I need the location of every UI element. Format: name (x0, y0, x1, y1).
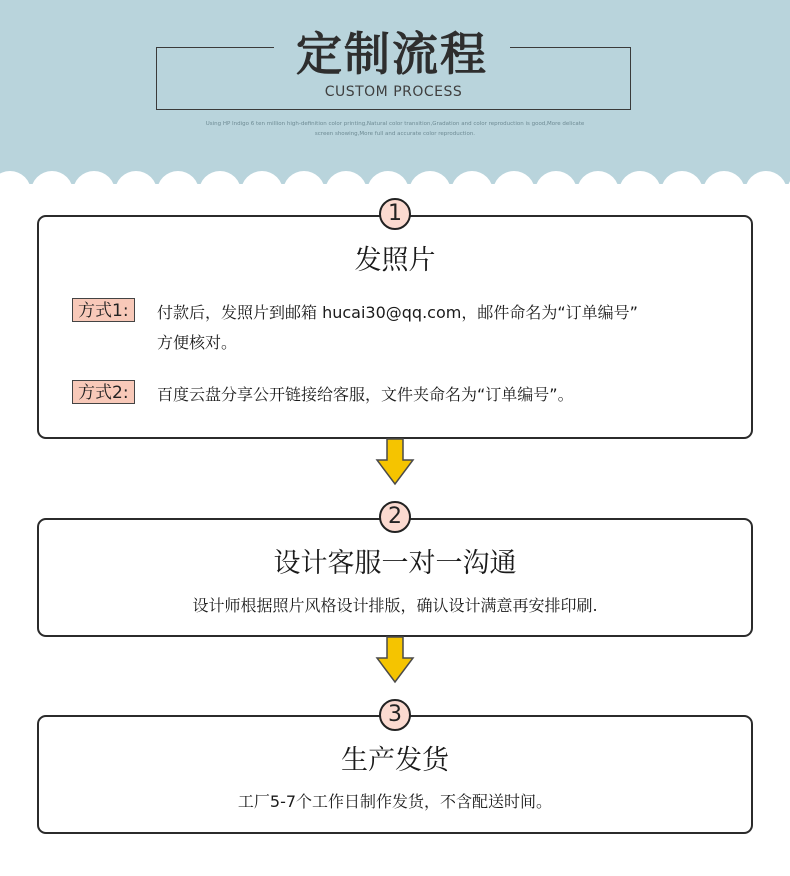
step-3-description: 工厂5-7个工作日制作发货，不含配送时间。 (237, 792, 553, 811)
method-1-tag: 方式1: (72, 298, 135, 322)
method-1-text-line2: 方便核对。 (157, 333, 238, 352)
header-description-line1: Using HP Indigo 6 ten million high-definition color printing,Natural color transition,Gradation and color reproduction is good,More delicate (205, 121, 585, 127)
scalloped-edge (0, 158, 790, 188)
page-title: 定制流程 (296, 27, 488, 81)
step-2-description: 设计师根据照片风格设计排版，确认设计满意再安排印刷. (192, 596, 598, 615)
step-2-number-badge: 2 (379, 501, 411, 533)
step-2-title: 设计客服一对一沟通 (273, 548, 517, 579)
method-2-tag: 方式2: (72, 380, 135, 404)
page-subtitle: CUSTOM PROCESS (324, 84, 463, 100)
step-3-title: 生产发货 (341, 745, 449, 776)
down-arrow-icon (375, 438, 415, 486)
step-3-number-badge: 3 (379, 699, 411, 731)
header-description-line2: screen showing,More full and accurate color reproduction. (314, 131, 476, 137)
method-2-text: 百度云盘分享公开链接给客服，文件夹命名为“订单编号”。 (157, 385, 574, 404)
method-1-text-line1: 付款后，发照片到邮箱 hucai30@qq.com，邮件命名为“订单编号” (157, 303, 638, 322)
step-1-number-badge: 1 (379, 198, 411, 230)
step-1-title: 发照片 (354, 245, 436, 276)
header-banner (0, 0, 790, 184)
down-arrow-icon (375, 636, 415, 684)
